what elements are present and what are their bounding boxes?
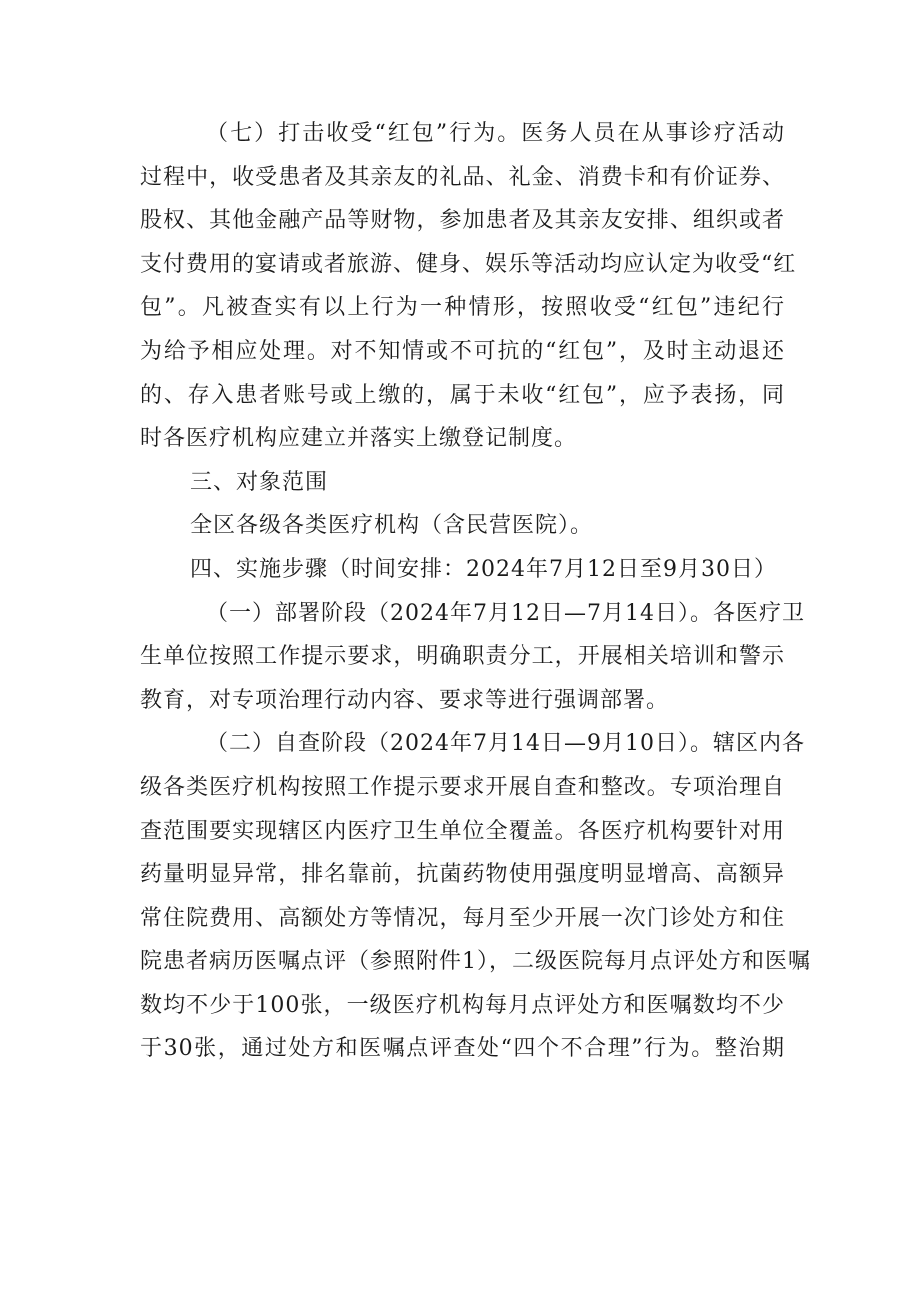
text-line: 教育，对专项治理行动内容、要求等进行强调部署。 [140,687,670,713]
text-line: 院患者病历医嘱点评（参照附件1），二级医院每月点评处方和医嘱 [140,949,811,975]
section-heading-steps: 四、实施步骤（时间安排：2024年7月12日至9月30日） [190,556,777,582]
text-line: 级各类医疗机构按照工作提示要求开展自查和整改。专项治理自 [140,774,785,800]
text-line: 的、存入患者账号或上缴的，属于未收“红包”，应予表扬，同 [140,382,785,408]
text-line: 生单位按照工作提示要求，明确职责分工，开展相关培训和警示 [140,644,785,670]
section-heading-scope: 三、对象范围 [190,469,329,495]
paragraph-self-check-stage [140,722,811,1071]
text-line: （二）自查阶段（2024年7月14日—9月10日）。辖区内各 [206,731,805,757]
text-line: 数均不少于100张，一级医疗机构每月点评处方和医嘱数均不少 [140,992,785,1018]
paragraph-red-envelope [140,112,797,461]
text-line: 查范围要实现辖区内医疗卫生单位全覆盖。各医疗机构要针对用 [140,818,785,844]
text-line: 常住院费用、高额处方等情况，每月至少开展一次门诊处方和住 [140,905,785,931]
text-line: 于30张，通过处方和医嘱点评查处“四个不合理”行为。整治期 [140,1036,785,1062]
text-line: 包”。凡被查实有以上行为一种情形，按照收受“红包”违纪行 [140,295,785,321]
text-line: 支付费用的宴请或者旅游、健身、娱乐等活动均应认定为收受“红 [140,251,797,277]
text-line: 股权、其他金融产品等财物，参加患者及其亲友安排、组织或者 [140,208,785,234]
text-line: 时各医疗机构应建立并落实上缴登记制度。 [140,426,578,452]
text-line: 过程中，收受患者及其亲友的礼品、礼金、消费卡和有价证券、 [140,164,785,190]
text-line: 为给予相应处理。对不知情或不可抗的“红包”，及时主动退还 [140,338,785,364]
text-line: （一）部署阶段（2024年7月12日—7月14日）。各医疗卫 [206,600,805,626]
text-line: 药量明显异常，排名靠前，抗菌药物使用强度明显增高、高额异 [140,862,785,888]
text-line: （七）打击收受“红包”行为。医务人员在从事诊疗活动 [206,121,785,146]
paragraph-deploy-stage [140,592,805,723]
paragraph-scope: 全区各级各类医疗机构（含民营医院）。 [190,513,594,539]
